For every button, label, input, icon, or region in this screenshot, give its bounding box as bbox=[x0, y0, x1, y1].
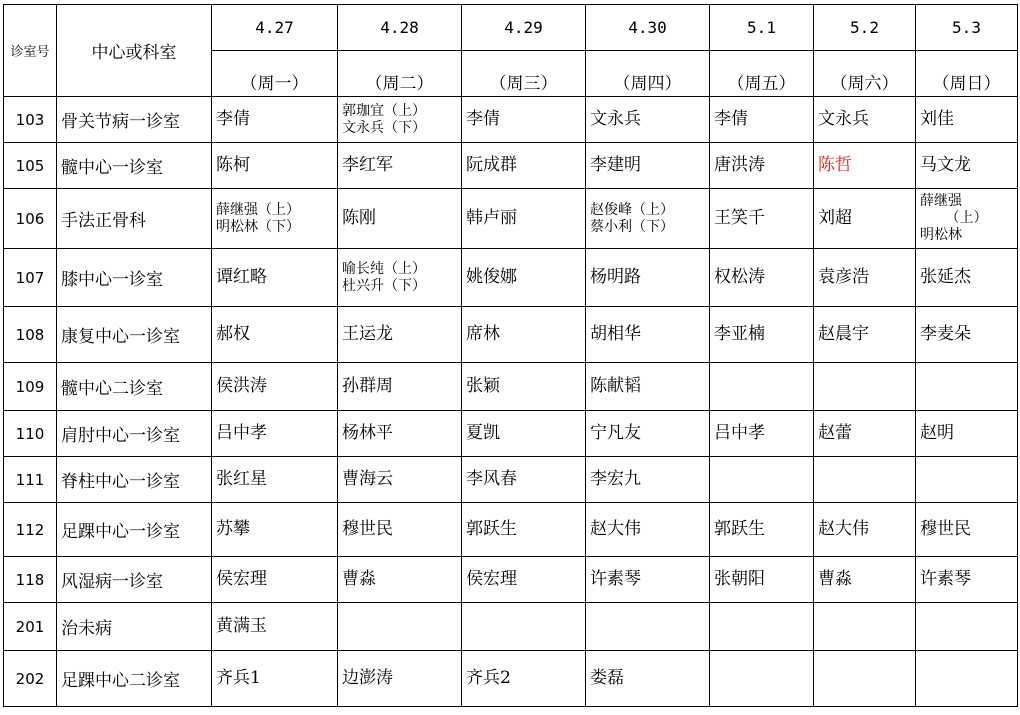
doctor-cell bbox=[710, 249, 814, 307]
doctor-name: 李风春 bbox=[466, 469, 517, 489]
doctor-name: 孙群周 bbox=[342, 376, 393, 396]
doctor-name: 张颖 bbox=[466, 376, 500, 396]
doctor-cell bbox=[462, 457, 586, 503]
department-name: 足踝中心二诊室 bbox=[57, 651, 212, 707]
room-number: 110 bbox=[4, 411, 57, 457]
doctor-cell bbox=[814, 503, 916, 557]
doctor-name: 唐洪涛 bbox=[714, 155, 765, 175]
doctor-cell bbox=[710, 457, 814, 503]
doctor-name: 郭珈宜（上） bbox=[342, 102, 426, 119]
doctor-cell bbox=[916, 411, 1018, 457]
doctor-cell bbox=[710, 307, 814, 363]
doctor-cell bbox=[710, 411, 814, 457]
doctor-name: 郝权 bbox=[216, 324, 250, 344]
weekday-header: （周日） bbox=[916, 51, 1018, 97]
date-header: 4.28 bbox=[338, 5, 462, 51]
doctor-cell bbox=[586, 249, 710, 307]
doctor-name: 王运龙 bbox=[342, 324, 393, 344]
doctor-name: 黄满玉 bbox=[216, 616, 267, 636]
doctor-name: 刘佳 bbox=[920, 109, 954, 129]
doctor-cell bbox=[338, 603, 462, 651]
doctor-cell bbox=[212, 651, 338, 707]
table-row bbox=[4, 97, 1018, 143]
doctor-cell bbox=[814, 189, 916, 249]
doctor-name: 张红星 bbox=[216, 469, 267, 489]
doctor-cell bbox=[338, 503, 462, 557]
doctor-name: 席林 bbox=[466, 324, 500, 344]
doctor-name: 娄磊 bbox=[590, 668, 624, 688]
doctor-cell bbox=[710, 189, 814, 249]
room-number: 103 bbox=[4, 97, 57, 143]
doctor-cell bbox=[710, 503, 814, 557]
weekday-header: （周五） bbox=[710, 51, 814, 97]
doctor-cell bbox=[586, 97, 710, 143]
doctor-name: 阮成群 bbox=[466, 155, 517, 175]
doctor-cell bbox=[338, 411, 462, 457]
doctor-cell bbox=[212, 411, 338, 457]
doctor-cell bbox=[916, 97, 1018, 143]
department-name: 髋中心一诊室 bbox=[57, 143, 212, 189]
doctor-cell bbox=[586, 363, 710, 411]
doctor-name: 文永兵 bbox=[818, 109, 869, 129]
doctor-cell bbox=[338, 249, 462, 307]
doctor-name: 明松林 bbox=[920, 227, 962, 243]
doctor-name: 齐兵1 bbox=[216, 668, 261, 688]
doctor-cell bbox=[586, 307, 710, 363]
doctor-cell bbox=[586, 557, 710, 603]
doctor-cell bbox=[586, 651, 710, 707]
doctor-cell bbox=[710, 651, 814, 707]
room-header: 诊室号 bbox=[4, 5, 57, 97]
doctor-name: 赵晨宇 bbox=[818, 324, 869, 344]
date-header: 5.2 bbox=[814, 5, 916, 51]
doctor-cell bbox=[462, 307, 586, 363]
department-name: 足踝中心一诊室 bbox=[57, 503, 212, 557]
doctor-name: 杨明路 bbox=[590, 267, 641, 287]
doctor-cell bbox=[814, 307, 916, 363]
doctor-cell bbox=[338, 651, 462, 707]
doctor-name: 杨林平 bbox=[342, 423, 393, 443]
doctor-name: 喻长纯（上） bbox=[342, 260, 426, 277]
doctor-cell bbox=[916, 249, 1018, 307]
doctor-cell bbox=[212, 307, 338, 363]
doctor-cell bbox=[462, 503, 586, 557]
doctor-name: 李建明 bbox=[590, 155, 641, 175]
doctor-name: 李亚楠 bbox=[714, 324, 765, 344]
doctor-name: 蔡小利（下） bbox=[590, 218, 674, 235]
doctor-name: 赵俊峰（上） bbox=[590, 201, 674, 218]
department-name: 骨关节病一诊室 bbox=[57, 97, 212, 143]
doctor-cell bbox=[916, 603, 1018, 651]
department-name: 治未病 bbox=[57, 603, 212, 651]
table-row bbox=[4, 363, 1018, 411]
doctor-cell bbox=[462, 557, 586, 603]
doctor-cell bbox=[462, 97, 586, 143]
doctor-name: 曹淼 bbox=[818, 569, 852, 589]
doctor-name: 赵蕾 bbox=[818, 423, 852, 443]
doctor-cell bbox=[916, 503, 1018, 557]
doctor-cell bbox=[814, 363, 916, 411]
doctor-cell bbox=[916, 189, 1018, 249]
doctor-name: 李倩 bbox=[714, 109, 748, 129]
doctor-cell bbox=[814, 457, 916, 503]
doctor-name: 苏攀 bbox=[216, 519, 250, 539]
doctor-name: 陈刚 bbox=[342, 208, 376, 228]
doctor-name: 赵明 bbox=[920, 423, 954, 443]
doctor-name: 李麦朵 bbox=[920, 324, 971, 344]
header-row-dates bbox=[4, 5, 1018, 51]
doctor-name: 权松涛 bbox=[714, 267, 765, 287]
doctor-name: 袁彦浩 bbox=[818, 267, 869, 287]
table-row bbox=[4, 249, 1018, 307]
doctor-cell bbox=[462, 189, 586, 249]
department-name: 脊柱中心一诊室 bbox=[57, 457, 212, 503]
doctor-name: 文永兵 bbox=[590, 109, 641, 129]
doctor-name: 侯洪涛 bbox=[216, 376, 267, 396]
doctor-cell bbox=[212, 189, 338, 249]
room-number: 106 bbox=[4, 189, 57, 249]
table-row bbox=[4, 651, 1018, 707]
doctor-cell bbox=[916, 651, 1018, 707]
department-name: 髋中心二诊室 bbox=[57, 363, 212, 411]
doctor-cell bbox=[462, 143, 586, 189]
room-number: 107 bbox=[4, 249, 57, 307]
doctor-name: 薛继强 bbox=[920, 193, 962, 209]
doctor-name: 姚俊娜 bbox=[466, 267, 517, 287]
doctor-name: 穆世民 bbox=[920, 519, 971, 539]
doctor-name: 曹海云 bbox=[342, 469, 393, 489]
doctor-name: 许素琴 bbox=[920, 569, 971, 589]
doctor-cell bbox=[710, 603, 814, 651]
department-name: 膝中心一诊室 bbox=[57, 249, 212, 307]
doctor-cell bbox=[212, 503, 338, 557]
doctor-cell bbox=[212, 557, 338, 603]
doctor-name: 张延杰 bbox=[920, 267, 971, 287]
room-number: 202 bbox=[4, 651, 57, 707]
doctor-name: 薛继强（上） bbox=[216, 201, 300, 218]
doctor-name: 王笑千 bbox=[714, 208, 765, 228]
doctor-name: 穆世民 bbox=[342, 519, 393, 539]
schedule-body bbox=[4, 97, 1018, 707]
doctor-cell bbox=[710, 143, 814, 189]
doctor-name: 曹淼 bbox=[342, 569, 376, 589]
room-number: 111 bbox=[4, 457, 57, 503]
table-row bbox=[4, 411, 1018, 457]
doctor-cell bbox=[212, 97, 338, 143]
doctor-cell bbox=[338, 97, 462, 143]
doctor-cell bbox=[710, 97, 814, 143]
doctor-name: （上） bbox=[945, 210, 988, 226]
doctor-name: 李红军 bbox=[342, 155, 393, 175]
doctor-cell bbox=[212, 143, 338, 189]
room-number: 105 bbox=[4, 143, 57, 189]
doctor-cell bbox=[586, 603, 710, 651]
doctor-name: 陈献韬 bbox=[590, 376, 641, 396]
doctor-cell bbox=[814, 143, 916, 189]
doctor-name: 夏凯 bbox=[466, 423, 500, 443]
doctor-cell bbox=[710, 363, 814, 411]
doctor-name: 明松林（下） bbox=[216, 218, 300, 235]
doctor-cell bbox=[586, 143, 710, 189]
doctor-name: 赵大伟 bbox=[590, 519, 641, 539]
doctor-name: 齐兵2 bbox=[466, 668, 511, 688]
doctor-name: 侯宏理 bbox=[466, 569, 517, 589]
doctor-name: 侯宏理 bbox=[216, 569, 267, 589]
doctor-cell bbox=[212, 457, 338, 503]
table-row bbox=[4, 503, 1018, 557]
department-name: 康复中心一诊室 bbox=[57, 307, 212, 363]
doctor-cell bbox=[338, 307, 462, 363]
doctor-cell bbox=[916, 143, 1018, 189]
doctor-name: 陈柯 bbox=[216, 155, 250, 175]
table-row bbox=[4, 457, 1018, 503]
doctor-cell bbox=[916, 363, 1018, 411]
table-row bbox=[4, 307, 1018, 363]
table-row bbox=[4, 143, 1018, 189]
doctor-cell bbox=[586, 189, 710, 249]
dept-header: 中心或科室 bbox=[57, 5, 212, 97]
doctor-cell bbox=[462, 249, 586, 307]
doctor-name: 吕中孝 bbox=[714, 423, 765, 443]
doctor-cell bbox=[814, 651, 916, 707]
doctor-name: 刘超 bbox=[818, 208, 852, 228]
doctor-cell bbox=[814, 411, 916, 457]
doctor-cell bbox=[338, 457, 462, 503]
doctor-name: 宁凡友 bbox=[590, 423, 641, 443]
department-name: 手法正骨科 bbox=[57, 189, 212, 249]
schedule-table bbox=[3, 4, 1018, 707]
doctor-name: 谭红略 bbox=[216, 267, 267, 287]
doctor-cell bbox=[338, 557, 462, 603]
doctor-cell bbox=[462, 363, 586, 411]
date-header: 5.3 bbox=[916, 5, 1018, 51]
doctor-cell bbox=[462, 411, 586, 457]
doctor-name: 陈哲 bbox=[818, 155, 852, 175]
doctor-cell bbox=[710, 557, 814, 603]
doctor-cell bbox=[814, 603, 916, 651]
doctor-cell bbox=[212, 603, 338, 651]
doctor-name: 胡相华 bbox=[590, 324, 641, 344]
doctor-name: 张朝阳 bbox=[714, 569, 765, 589]
doctor-name: 郭跃生 bbox=[714, 519, 765, 539]
doctor-cell bbox=[212, 363, 338, 411]
doctor-name: 郭跃生 bbox=[466, 519, 517, 539]
doctor-cell bbox=[338, 143, 462, 189]
doctor-name: 边澎涛 bbox=[342, 668, 393, 688]
doctor-cell bbox=[462, 603, 586, 651]
date-header: 4.27 bbox=[212, 5, 338, 51]
doctor-cell bbox=[916, 557, 1018, 603]
doctor-name: 李倩 bbox=[466, 109, 500, 129]
weekday-header: （周二） bbox=[338, 51, 462, 97]
doctor-cell bbox=[814, 249, 916, 307]
table-row bbox=[4, 189, 1018, 249]
room-number: 112 bbox=[4, 503, 57, 557]
doctor-cell bbox=[814, 97, 916, 143]
doctor-cell bbox=[916, 457, 1018, 503]
table-row bbox=[4, 603, 1018, 651]
doctor-name: 马文龙 bbox=[920, 155, 971, 175]
doctor-cell bbox=[586, 411, 710, 457]
doctor-cell bbox=[814, 557, 916, 603]
doctor-cell bbox=[916, 307, 1018, 363]
doctor-cell bbox=[586, 503, 710, 557]
date-header: 4.29 bbox=[462, 5, 586, 51]
doctor-name: 吕中孝 bbox=[216, 423, 267, 443]
room-number: 201 bbox=[4, 603, 57, 651]
room-number: 118 bbox=[4, 557, 57, 603]
doctor-name: 杜兴升（下） bbox=[342, 277, 426, 294]
doctor-cell bbox=[338, 189, 462, 249]
weekday-header: （周三） bbox=[462, 51, 586, 97]
doctor-name: 韩卢丽 bbox=[466, 208, 517, 228]
doctor-cell bbox=[462, 651, 586, 707]
doctor-name: 赵大伟 bbox=[818, 519, 869, 539]
doctor-cell bbox=[338, 363, 462, 411]
room-number: 108 bbox=[4, 307, 57, 363]
doctor-name: 许素琴 bbox=[590, 569, 641, 589]
room-number: 109 bbox=[4, 363, 57, 411]
weekday-header: （周六） bbox=[814, 51, 916, 97]
date-header: 5.1 bbox=[710, 5, 814, 51]
doctor-name: 文永兵（下） bbox=[342, 119, 426, 136]
table-row bbox=[4, 557, 1018, 603]
doctor-name: 李倩 bbox=[216, 109, 250, 129]
weekday-header: （周一） bbox=[212, 51, 338, 97]
date-header: 4.30 bbox=[586, 5, 710, 51]
doctor-cell bbox=[586, 457, 710, 503]
doctor-name: 李宏九 bbox=[590, 469, 641, 489]
department-name: 风湿病一诊室 bbox=[57, 557, 212, 603]
weekday-header: （周四） bbox=[586, 51, 710, 97]
doctor-cell bbox=[212, 249, 338, 307]
department-name: 肩肘中心一诊室 bbox=[57, 411, 212, 457]
